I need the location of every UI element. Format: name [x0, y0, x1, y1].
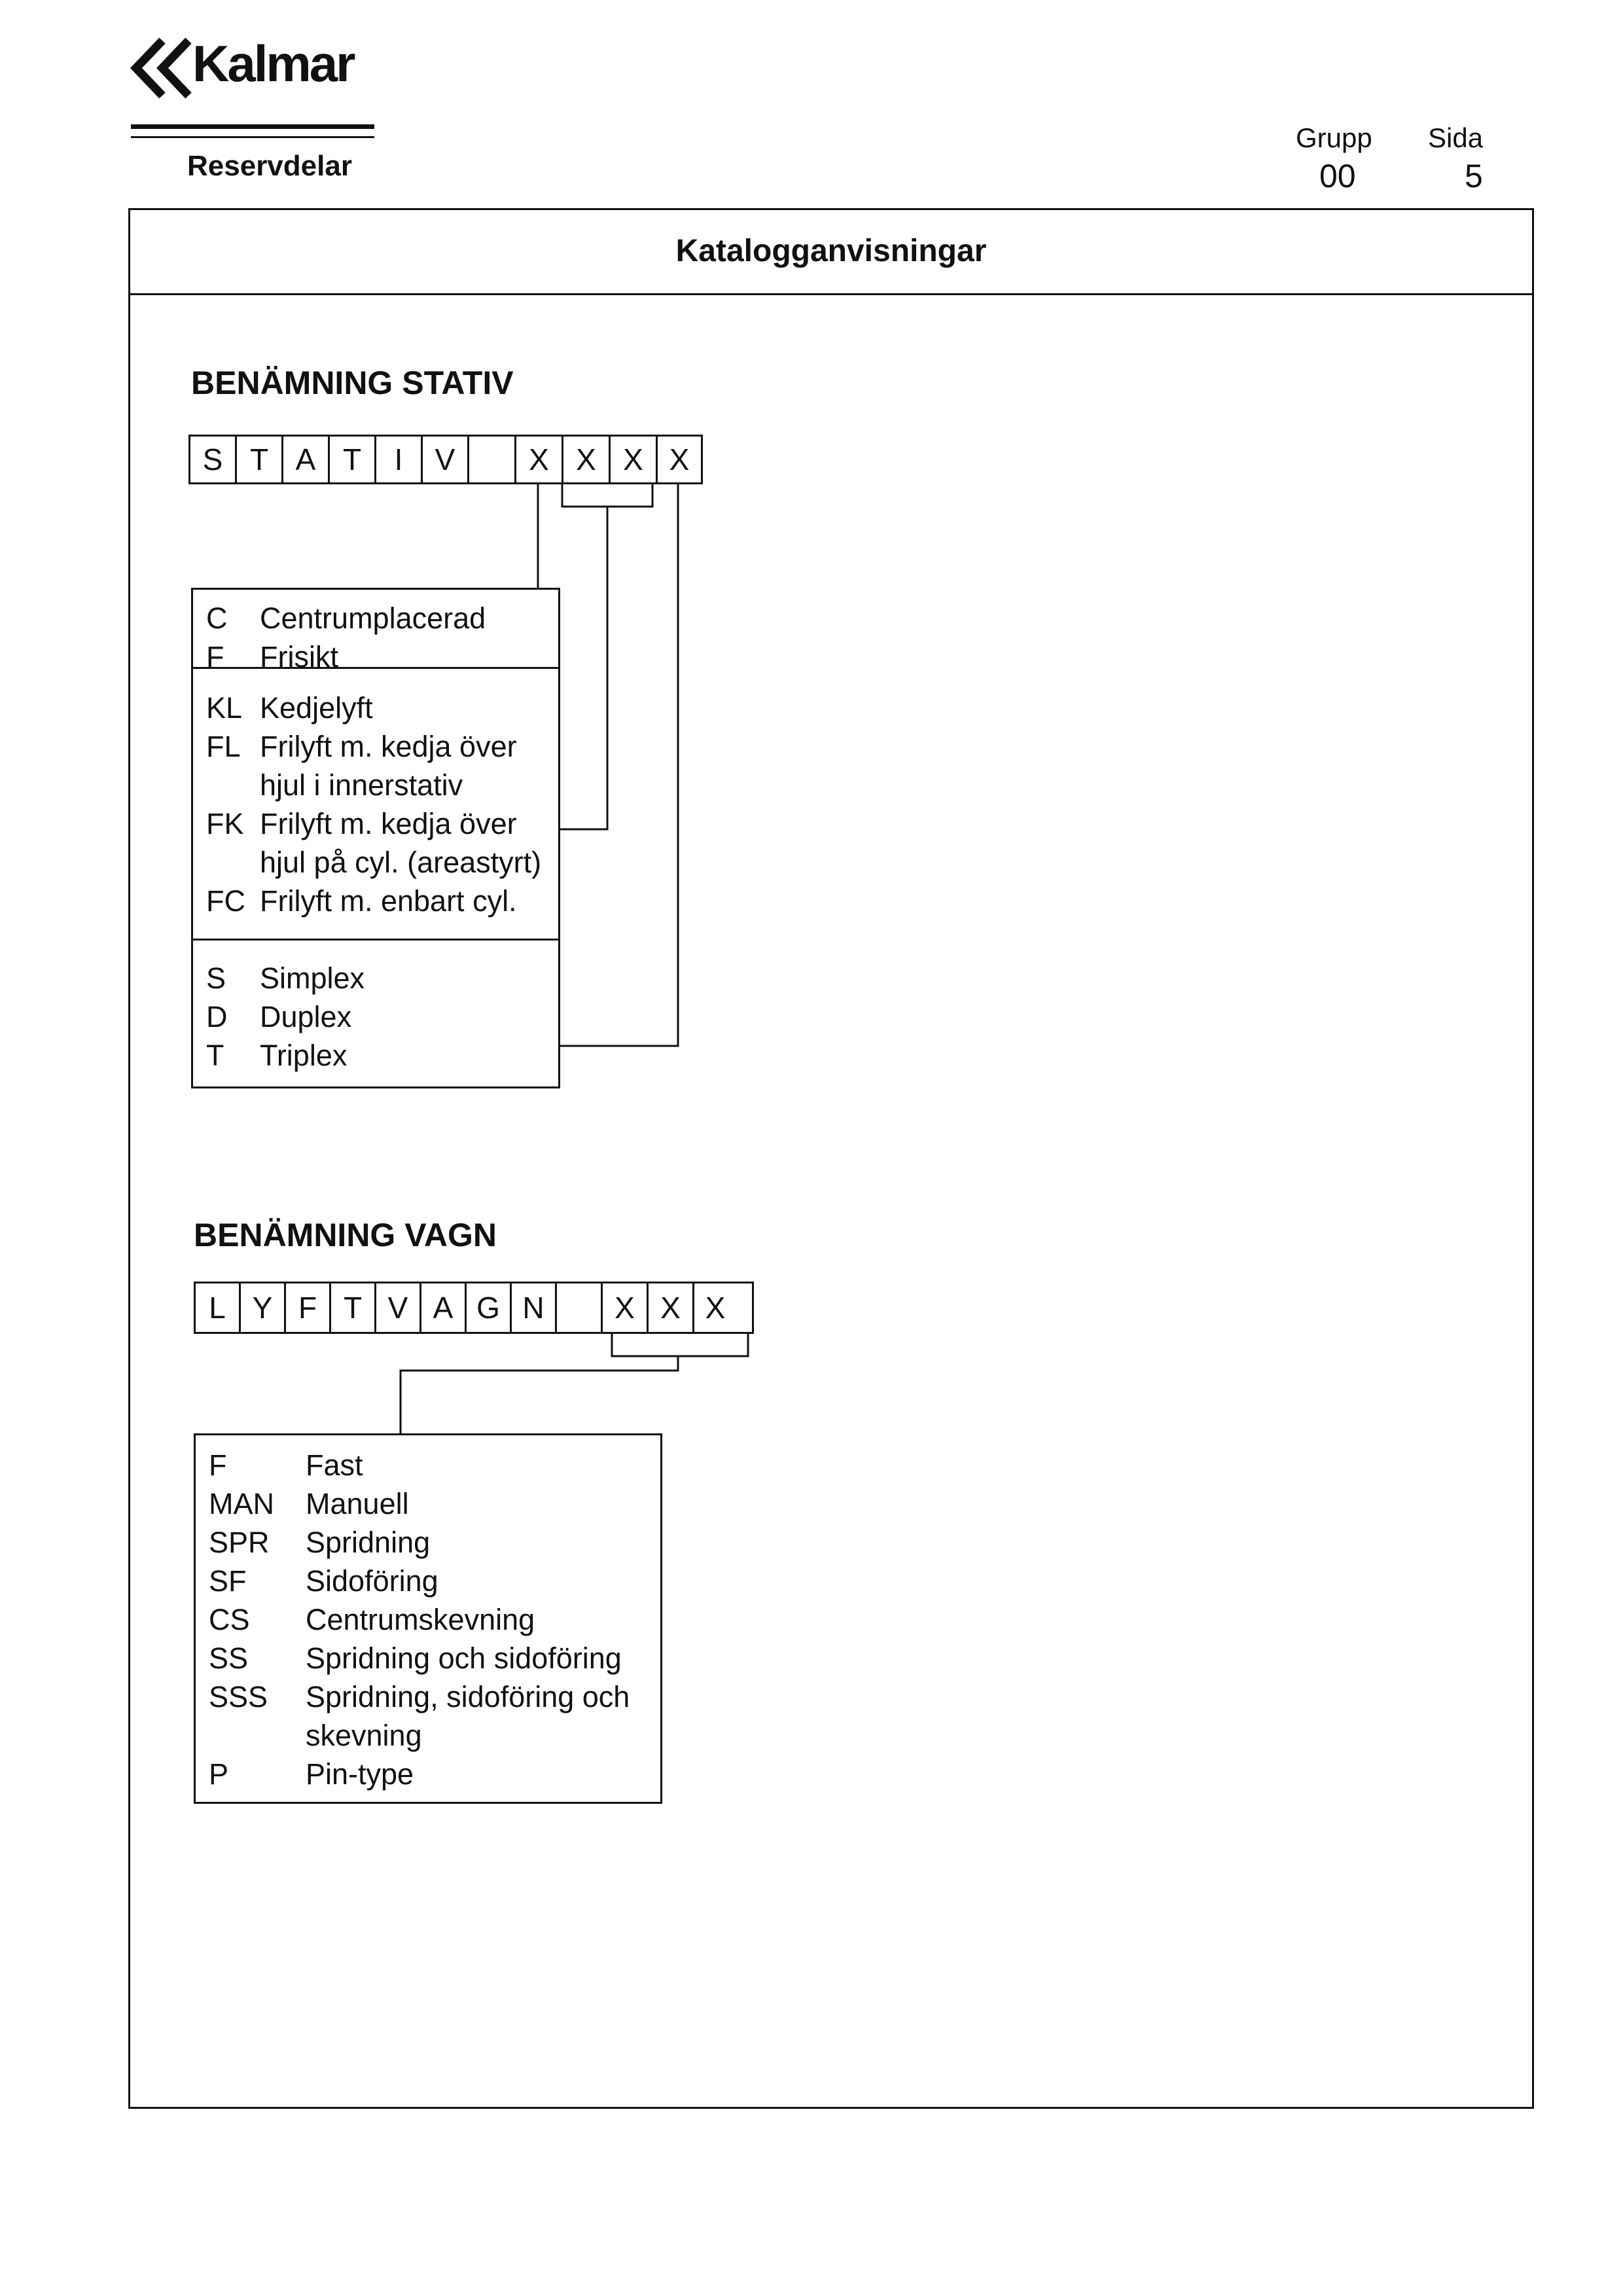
legend-entry: T Triplex	[206, 1039, 348, 1072]
vagn-heading: BENÄMNING VAGN	[194, 1217, 497, 1253]
legend-entry: SSS Spridning, sidoföring och	[209, 1680, 630, 1713]
code-cell: X	[669, 442, 690, 476]
legend-entry: C Centrumplacerad	[206, 601, 486, 635]
code-cell: X	[516, 437, 563, 482]
code-cell: X	[603, 1283, 649, 1332]
legend-entry: MAN Manuell	[209, 1487, 409, 1520]
stativ-heading: BENÄMNING STATIV	[191, 365, 514, 401]
stativ-connector-mast	[560, 484, 678, 1046]
legend-entry: SF Sidoföring	[209, 1564, 438, 1598]
code-cell: I	[376, 437, 423, 482]
page-title: Katalogganvisningar	[675, 234, 987, 268]
legend-entry: FL Frilyft m. kedja över	[206, 730, 517, 763]
group-value: 00	[1319, 158, 1356, 194]
vagn-bracket	[612, 1334, 748, 1356]
legend-entry: P Pin-type	[209, 1757, 414, 1791]
code-cell: N	[512, 1283, 557, 1332]
legend-entry: S Simplex	[206, 961, 365, 995]
code-cell: T	[331, 1283, 376, 1332]
legend-entry: F Fast	[209, 1448, 363, 1482]
code-cell: V	[376, 1283, 421, 1332]
code-cell: X	[611, 437, 658, 482]
legend-entry: hjul i innerstativ	[260, 768, 463, 802]
vagn-connector	[401, 1356, 678, 1433]
legend-entry: SS Spridning och sidoföring	[209, 1641, 622, 1675]
code-cell: A	[421, 1283, 467, 1332]
stativ-connector-lift	[560, 507, 607, 829]
code-cell: A	[283, 437, 330, 482]
legend-entry: D Duplex	[206, 1000, 352, 1033]
logo-wordmark: Kalmar	[192, 35, 354, 92]
code-cell: X	[649, 1283, 694, 1332]
legend-entry: F Frisikt	[206, 640, 338, 673]
code-cell: X	[705, 1291, 726, 1325]
code-cell: F	[286, 1283, 331, 1332]
page-value: 5	[1465, 158, 1483, 194]
code-cell: T	[330, 437, 376, 482]
group-label: Grupp	[1296, 122, 1372, 153]
code-cell: V	[423, 437, 469, 482]
legend-entry: SPR Spridning	[209, 1526, 431, 1559]
stativ-bracket-lift	[562, 484, 652, 507]
code-cell: T	[237, 437, 283, 482]
legend-entry: FK Frilyft m. kedja över	[206, 807, 517, 840]
legend-entry: CS Centrumskevning	[209, 1603, 535, 1636]
legend-entry: FC Frilyft m. enbart cyl.	[206, 884, 517, 918]
legend-entry: hjul på cyl. (areastyrt)	[260, 846, 542, 879]
legend-entry: KL Kedjelyft	[206, 691, 373, 725]
code-cell: X	[563, 437, 611, 482]
code-cell: L	[196, 1283, 241, 1332]
code-cell: Y	[241, 1283, 286, 1332]
header-subtitle: Reservdelar	[187, 150, 352, 182]
legend-entry: skevning	[306, 1719, 422, 1752]
page-label: Sida	[1428, 122, 1484, 153]
code-cell: S	[190, 437, 237, 482]
code-cell: G	[467, 1283, 512, 1332]
